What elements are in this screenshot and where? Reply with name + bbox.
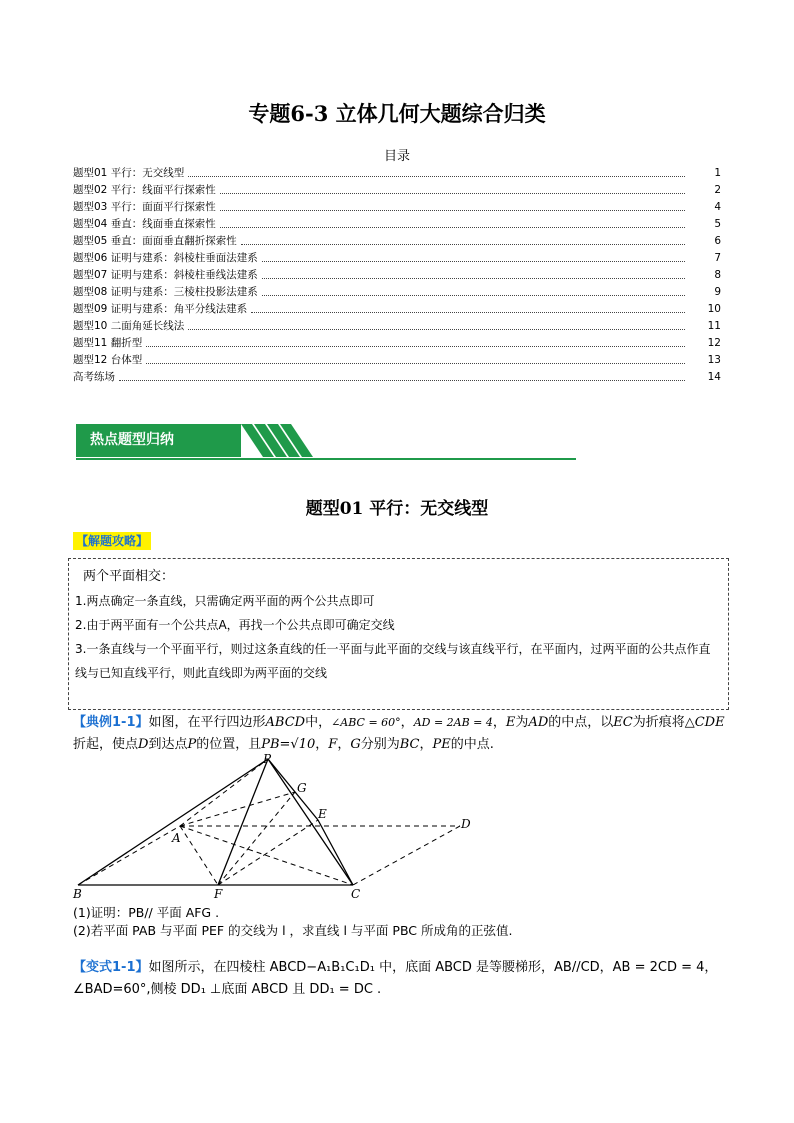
example-text: 为 [515, 715, 529, 730]
edge-pf [218, 759, 268, 885]
toc-leader-dots [188, 329, 685, 330]
question-1: (1)证明：PB// 平面 AFG . [73, 905, 220, 920]
strategy-line-2: 2.由于两平面有一个公共点A，再找一个公共点即可确定交线 [75, 618, 395, 632]
edge-ag [180, 792, 295, 826]
math-ad: AD [528, 715, 549, 730]
edge-af [180, 826, 218, 885]
toc-item-page: 9 [714, 286, 721, 298]
toc-item-label: 题型09 证明与建系：角平分线法建系 [73, 303, 248, 315]
math-angle: ∠ABC = 60° [331, 716, 401, 729]
banner-stripes-icon [76, 424, 336, 458]
toc-item[interactable] [73, 248, 721, 265]
toc-item-page: 11 [707, 320, 721, 332]
math-ec: EC [613, 715, 633, 730]
section-title: 题型01 平行：无交线型 [305, 499, 489, 519]
example-text: 到达点 [148, 737, 188, 752]
toc-item[interactable] [73, 265, 721, 282]
edge-dc [353, 826, 460, 885]
toc-leader-dots [251, 312, 685, 313]
point-label-p: P [263, 752, 272, 766]
toc-item-label: 题型06 证明与建系：斜棱柱垂面法建系 [73, 252, 258, 264]
example-text: 分别为 [360, 737, 400, 752]
toc-item[interactable] [73, 333, 721, 350]
toc-item-label: 题型02 平行：线面平行探索性 [73, 184, 216, 196]
edge-ec [318, 820, 353, 885]
toc-item-page: 8 [714, 269, 721, 281]
math-cde: △CDE [684, 715, 725, 730]
example-text: 的中点. [450, 737, 494, 752]
point-label-g: G [297, 781, 307, 795]
strategy-line-3: 3.一条直线与一个平面平行，则过这条直线的任一平面与此平面的交线与该直线平行，在平面内，过两平面的公共点作直线与已知直线平行，则此直线即为两平面的交线 [75, 642, 711, 680]
example-tag: 【典例1-1】 [73, 715, 149, 730]
toc-item-label: 题型03 平行：面面平行探索性 [73, 201, 216, 213]
toc-item-page: 7 [714, 252, 721, 264]
point-label-d: D [461, 817, 471, 831]
toc-item-page: 5 [714, 218, 721, 230]
toc-item[interactable] [73, 350, 721, 367]
example-text: 的中点，以 [548, 715, 614, 730]
point-label-a: A [172, 831, 181, 845]
math-g: G [350, 737, 361, 752]
example-text: ， [315, 737, 329, 752]
toc-item[interactable] [73, 180, 721, 197]
math-pe: PE [432, 737, 451, 752]
strategy-line-1: 1.两点确定一条直线，只需确定两平面的两个公共点即可 [75, 594, 375, 608]
strategy-tag: 【解题攻略】 [73, 532, 151, 550]
toc-leader-dots [146, 346, 685, 347]
toc-leader-dots [262, 261, 685, 262]
strategy-heading: 两个平面相交： [83, 569, 175, 584]
toc-item-page: 13 [707, 354, 721, 366]
toc-item[interactable] [73, 316, 721, 333]
question-2: (2)若平面 PAB 与平面 PEF 的交线为 l ，求直线 l 与平面 PBC 所成角的正弦值. [73, 923, 513, 938]
toc-item-label: 题型05 垂直：面面垂直翻折探索性 [73, 235, 237, 247]
example-text: 为折痕将 [632, 715, 685, 730]
banner-underline [76, 458, 576, 460]
toc-item-label: 题型07 证明与建系：斜棱柱垂线法建系 [73, 269, 258, 281]
example-text: ， [400, 715, 414, 730]
toc-item-label: 题型04 垂直：线面垂直探索性 [73, 218, 216, 230]
edge-ba [78, 826, 180, 885]
toc-item-page: 4 [714, 201, 721, 213]
variant-statement [73, 957, 728, 1001]
toc-leader-dots [220, 227, 685, 228]
toc-item-page: 6 [714, 235, 721, 247]
example-text: 如图，在平行四边形 [148, 715, 266, 730]
toc-leader-dots [146, 363, 685, 364]
toc-leader-dots [241, 244, 685, 245]
variant-line-2: ∠BAD=60°,侧棱 DD₁ ⊥底面 ABCD 且 DD₁ = DC . [73, 982, 382, 997]
toc-heading: 目录 [383, 149, 410, 164]
toc-item-label: 题型10 二面角延长线法 [73, 320, 185, 332]
toc-item-label: 题型01 平行：无交线型 [73, 167, 185, 179]
example-text: ， [492, 715, 506, 730]
example-text: 中， [305, 715, 332, 730]
toc-leader-dots [119, 380, 685, 381]
variant-tag: 【变式1-1】 [73, 960, 149, 975]
toc-leader-dots [188, 176, 685, 177]
variant-line-1: 如图所示，在四棱柱 ABCD−A₁B₁C₁D₁ 中，底面 ABCD 是等腰梯形，AB//CD，AB = 2CD = 4， [148, 960, 718, 975]
toc-leader-dots [262, 278, 685, 279]
edge-pe [268, 759, 318, 820]
edge-ac [180, 826, 353, 885]
toc-item-page: 14 [707, 371, 721, 383]
example-text: ， [419, 737, 433, 752]
example-text: 的位置，且 [196, 737, 262, 752]
math-d: D [138, 737, 149, 752]
geometry-figure [70, 752, 490, 902]
math-pb: PB=√10 [261, 737, 316, 752]
page-title: 专题6-3 立体几何大题综合归类 [248, 101, 546, 126]
toc-item-label: 题型12 台体型 [73, 354, 143, 366]
toc-item-page: 1 [714, 167, 721, 179]
toc-item[interactable] [73, 197, 721, 214]
strategy-box [68, 558, 729, 710]
point-label-b: B [73, 887, 82, 901]
toc-item[interactable] [73, 163, 721, 180]
toc-item[interactable] [73, 299, 721, 316]
edge-fg [218, 792, 295, 885]
toc-leader-dots [220, 210, 685, 211]
toc-leader-dots [220, 193, 685, 194]
math-lengths: AD = 2AB = 4 [413, 716, 493, 729]
toc-item-page: 10 [707, 303, 721, 315]
table-of-contents [73, 163, 721, 384]
toc-item[interactable] [73, 214, 721, 231]
banner-label: 热点题型归纳 [76, 424, 241, 457]
toc-item[interactable] [73, 282, 721, 299]
toc-item[interactable] [73, 367, 721, 384]
example-statement [73, 712, 728, 756]
math-abcd: ABCD [265, 715, 306, 730]
hot-topics-banner [76, 424, 576, 460]
edge-pc [268, 759, 353, 885]
point-label-e: E [318, 807, 327, 821]
edge-fe [218, 820, 318, 885]
example-text: 折起，使点 [73, 737, 139, 752]
toc-item[interactable] [73, 231, 721, 248]
math-p: P [187, 737, 197, 752]
example-text: ， [337, 737, 351, 752]
point-label-c: C [351, 887, 361, 901]
math-f: F [328, 737, 338, 752]
point-label-f: F [214, 887, 223, 901]
edge-bp [78, 759, 268, 885]
toc-leader-dots [262, 295, 685, 296]
toc-item-label: 题型11 翻折型 [73, 337, 143, 349]
toc-item-label: 高考练场 [73, 371, 115, 383]
toc-item-page: 12 [707, 337, 721, 349]
toc-item-page: 2 [714, 184, 721, 196]
math-bc: BC [399, 737, 420, 752]
toc-item-label: 题型08 证明与建系：三棱柱投影法建系 [73, 286, 258, 298]
math-e: E [505, 715, 516, 730]
